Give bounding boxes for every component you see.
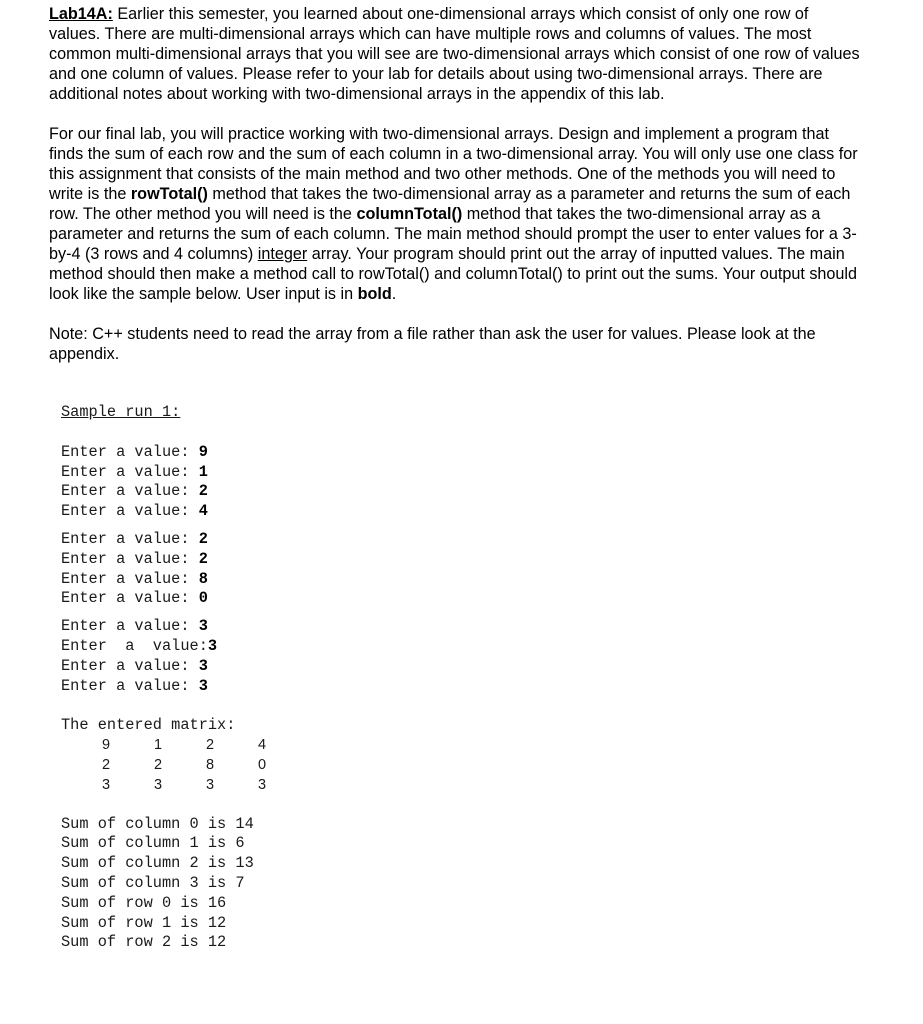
task-text-5: . [391,285,397,303]
input-value: 3 [207,636,218,655]
integer-word: integer [257,245,308,263]
task-text-1: For our final lab, you will practice working with two-dimensional arrays. Design and implement a program that finds the sum of each row and the sum of each column in a two-dimensional array. You will only use one class for this assignment that consists of the main method and two other methods. One of the methods you will need to write is the [49,125,858,203]
sum-line: Sum of row 1 is 12 [61,913,227,932]
sum-line: Sum of column 2 is 13 [61,854,254,873]
input-value: 2 [198,529,208,548]
input-prompt: Enter a value: [61,589,199,608]
matrix-heading: The entered matrix: [61,716,236,735]
input-value: 3 [198,656,208,675]
matrix-row [61,756,461,776]
input-prompt: Enter a value: [61,569,199,588]
input-group [61,530,461,609]
input-prompt: Enter a value: [61,529,199,548]
input-value: 3 [198,676,208,695]
input-value: 3 [198,617,208,636]
input-prompt: Enter a value: [61,482,199,501]
matrix-cell: 1 [153,737,163,754]
input-line [61,657,461,677]
input-line [61,463,461,483]
input-prompt: Enter a value: [61,502,199,521]
matrix-cell: 3 [257,776,267,793]
matrix-cell: 9 [101,737,111,754]
input-group [61,617,461,696]
sample-run-heading: Sample run 1: [61,403,181,421]
sum-line: Sum of column 1 is 6 [61,834,245,853]
input-group [61,443,461,522]
input-line [61,677,461,697]
input-prompt: Enter a value: [61,617,199,636]
sum-line: Sum of column 0 is 14 [61,814,254,833]
matrix-row [61,736,461,756]
matrix [61,736,461,795]
row-total-method: rowTotal() [130,185,208,203]
input-value: 0 [198,589,208,608]
input-line [61,530,461,550]
matrix-cell: 4 [257,737,267,754]
input-prompt: Enter a value: [61,656,199,675]
input-groups [61,443,461,697]
matrix-cell: 2 [153,756,163,773]
input-line [61,637,461,657]
input-line [61,502,461,522]
input-value: 1 [198,462,208,481]
task-text-2: method that takes the two-dimensional array as a parameter and returns the sum of each row. The other method you will need is the [49,185,851,223]
input-value: 4 [198,502,208,521]
lab-title: Lab14A: [49,5,113,23]
sum-line: Sum of row 2 is 12 [61,933,227,952]
matrix-cell: 0 [257,756,267,773]
matrix-cell: 2 [101,756,111,773]
lab-document [49,4,864,364]
column-total-method: columnTotal() [356,205,463,223]
input-line [61,589,461,609]
intro-text: Earlier this semester, you learned about one-dimensional arrays which consist of only one row of values. There are multi-dimensional arrays which can have multiple rows and columns of values. The most common multi-dimensional arrays that you will see are two-dimensional arrays which consist of one row of values and one column of values. Please refer to your lab for details about using two-dimensional arrays. There are additional notes about working with two-dimensional arrays in the appendix of this lab. [49,5,860,103]
input-line [61,617,461,637]
input-value: 2 [198,549,208,568]
matrix-cell: 3 [101,776,111,793]
matrix-cell: 8 [205,756,215,773]
task-text-3: method that takes the two-dimensional array as a parameter and returns the sum of each column. The main method should prompt the user to enter values for a 3-by-4 (3 rows and 4 columns) [49,205,857,263]
matrix-cell: 3 [205,776,215,793]
input-prompt: Enter a value: [61,636,208,655]
intro-paragraph [49,4,864,104]
input-line [61,570,461,590]
input-value: 2 [198,482,208,501]
task-text-4: array. Your program should print out the array of inputted values. The main method should then make a method call to rowTotal() and columnTotal() to print out the sums. Your output should look like the sample below. User input is in [49,245,858,303]
bold-word: bold [357,285,392,303]
input-prompt: Enter a value: [61,549,199,568]
matrix-row [61,776,461,796]
note-paragraph: Note: C++ students need to read the array from a file rather than ask the user for values. Please look at the appendix. [49,325,816,363]
input-prompt: Enter a value: [61,676,199,695]
sum-line: Sum of row 0 is 16 [61,893,227,912]
input-prompt: Enter a value: [61,442,199,461]
input-line [61,443,461,463]
sums-output [61,815,461,954]
matrix-cell: 3 [153,776,163,793]
input-line [61,482,461,502]
task-paragraph [49,124,864,304]
sample-run [61,403,461,953]
input-value: 8 [198,569,208,588]
matrix-block [61,716,461,795]
matrix-cell: 2 [205,737,215,754]
input-line [61,550,461,570]
sum-line: Sum of column 3 is 7 [61,873,245,892]
input-value: 9 [198,442,208,461]
input-prompt: Enter a value: [61,462,199,481]
